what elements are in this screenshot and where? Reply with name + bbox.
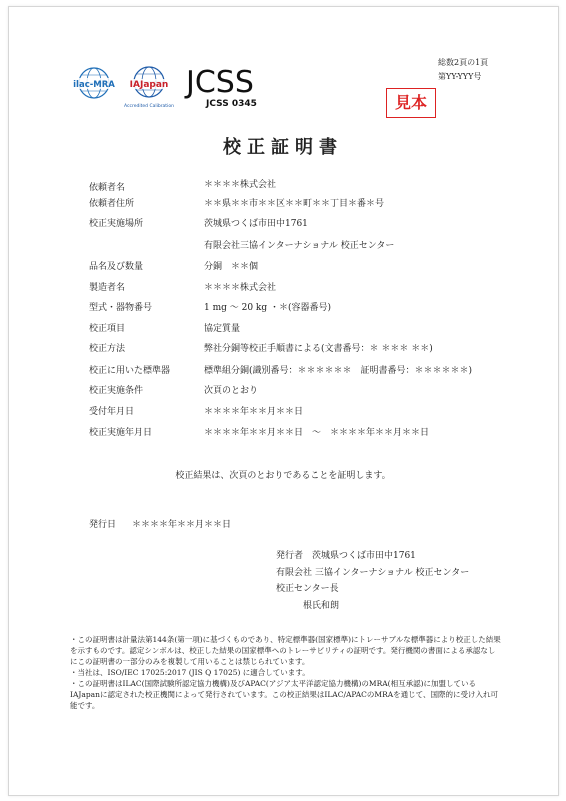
- issue-date-label: 発行日: [89, 520, 117, 530]
- jcss-logo-text: JCSS: [186, 65, 254, 100]
- iajapan-sub-text: Accredited Calibration: [124, 104, 174, 109]
- field-label-standard-used: 校正に用いた標準器: [89, 366, 171, 376]
- ilac-logo-text: ilac-MRA: [73, 80, 115, 90]
- field-value-client-address: ＊＊県＊＊市＊＊区＊＊町＊＊丁目＊番＊号: [204, 199, 385, 209]
- field-value-manufacturer: ＊＊＊＊株式会社: [204, 283, 277, 293]
- field-value-client-name: ＊＊＊＊株式会社: [204, 180, 277, 190]
- field-value-item-quantity: 分銅 ＊＊個: [204, 262, 259, 272]
- field-value-calibration-item: 協定質量: [204, 324, 241, 334]
- jcss-logo: [184, 62, 266, 110]
- issuer-title: 校正センター長: [276, 584, 339, 594]
- field-value-standard-used: 標準組分銅(識別番号：＊＊＊＊＊＊ 証明書番号：＊＊＊＊＊＊): [204, 366, 473, 376]
- field-label-calibration-item: 校正項目: [89, 324, 126, 334]
- document-title: 校正証明書: [223, 137, 343, 158]
- page-info: 総数2頁の1頁: [438, 58, 489, 67]
- ilac-mra-logo: [70, 63, 118, 111]
- issuer-name: 根氏和朗: [276, 601, 340, 611]
- field-value-calibration-date: ＊＊＊＊年＊＊月＊＊日 ～ ＊＊＊＊年＊＊月＊＊日: [204, 428, 430, 438]
- iajapan-logo: [120, 62, 178, 118]
- issuer-address: 発行者 茨城県つくば市田中1761: [276, 551, 416, 561]
- field-value-receipt-date: ＊＊＊＊年＊＊月＊＊日: [204, 407, 304, 417]
- field-label-receipt-date: 受付年月日: [89, 407, 135, 417]
- issue-date-value: ＊＊＊＊年＊＊月＊＊日: [132, 520, 232, 530]
- note-iso: ・当社は、ISO/IEC 17025:2017 (JIS Q 17025) に適合しています。: [70, 668, 310, 677]
- field-value-calibration-site: 茨城県つくば市田中1761: [204, 219, 308, 229]
- certificate-number: 第YY-YYY号: [438, 72, 482, 81]
- field-value-model-serial: 1 mg ～ 20 kg ・＊(容器番号): [204, 303, 332, 313]
- note-ilac: ・この証明書はILAC(国際試験所認定協力機構)及びAPAC(アジア太平洋認定協力機構)のMRA(相互承認)に加盟しているIAJapanに認定された校正機関によって発行されています。この校正結果はILAC/APACのMRAを通じて、国際的に受け入れ可能です。: [70, 679, 499, 710]
- field-label-client-name: 依頼者名: [89, 183, 126, 193]
- field-label-calibration-method: 校正方法: [89, 344, 126, 354]
- field-value-calibration-conditions: 次頁のとおり: [204, 386, 259, 396]
- jcss-number-text: JCSS 0345: [206, 99, 257, 109]
- note-legal: ・この証明書は計量法第144条(第一項)に基づくものであり、特定標準器(国家標準)にトレーサブルな標準器により校正した結果を示すものです。認定シンボルは、校正した結果の国家標準へのトレーサビリティの証明です。発行機関の書面による承認なしにこの証明書の一部分のみを複製して用いることは禁じられています。: [70, 635, 501, 666]
- field-value-calibration-method: 弊社分銅等校正手順書による(文書番号：＊ ＊＊＊ ＊＊): [204, 344, 433, 354]
- field-value-calibration-site-company: 有限会社三協インターナショナル 校正センター: [204, 241, 395, 251]
- field-label-client-address: 依頼者住所: [89, 199, 135, 209]
- certification-statement: 校正結果は、次頁のとおりであることを証明します。: [175, 471, 391, 481]
- field-label-model-serial: 型式・器物番号: [89, 303, 153, 313]
- iajapan-logo-text: IAJapan: [129, 80, 169, 90]
- field-label-calibration-conditions: 校正実施条件: [89, 386, 144, 396]
- footer-notes: [70, 634, 502, 711]
- issuer-company: 有限会社 三協インターナショナル 校正センター: [276, 568, 470, 578]
- field-label-calibration-date: 校正実施年月日: [89, 428, 153, 438]
- field-label-item-quantity: 品名及び数量: [89, 262, 144, 272]
- field-label-calibration-site: 校正実施場所: [89, 219, 144, 229]
- field-label-manufacturer: 製造者名: [89, 283, 126, 293]
- sample-stamp: 見本: [386, 88, 436, 118]
